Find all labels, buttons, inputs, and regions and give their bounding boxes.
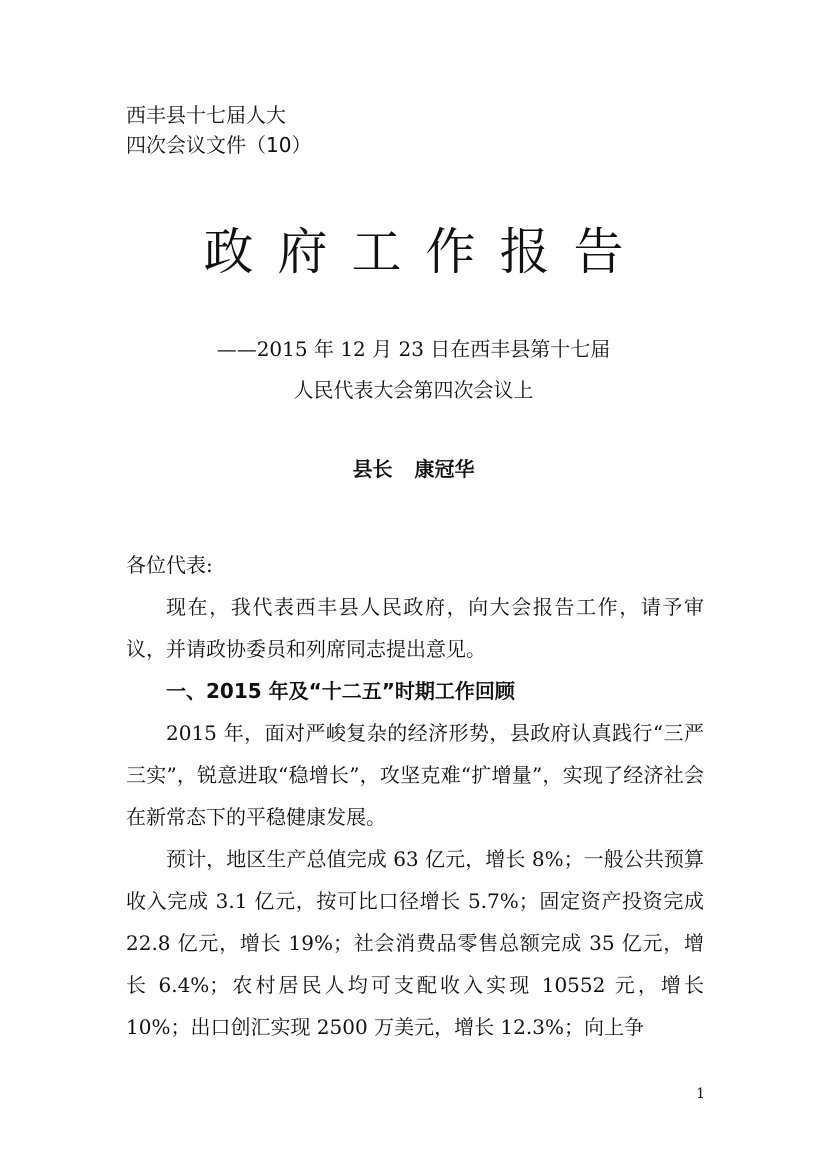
review-paragraph: 2015 年，面对严峻复杂的经济形势，县政府认真践行“三严三实”，锐意进取“稳增长”，攻坚克难“扩增量”，实现了经济社会在新常态下的平稳健康发展。 [126,721,704,829]
greeting: 各位代表: [126,553,213,577]
intro-paragraph: 现在，我代表西丰县人民政府，向大会报告工作，请予审议，并请政协委员和列席同志提出意见。 [126,595,704,661]
header-line-file-number: 四次会议文件（10） [126,133,312,157]
header-line-session: 西丰县十七届人大 [126,103,286,127]
speaker-role: 县长 [352,457,393,481]
speaker-name: 康冠华 [414,457,475,481]
subtitle-date-line: ——2015 年 12 月 23 日在西丰县第十七届 [216,337,611,361]
document-title: 政府工作报告 [203,223,648,281]
section-heading: 一、2015 年及“十二五”时期工作回顾 [166,679,515,703]
subtitle-venue-line: 人民代表大会第四次会议上 [293,378,534,402]
report-body [126,544,704,1048]
page-number: 1 [696,1086,705,1102]
speaker-line [0,455,827,483]
statistics-paragraph: 预计，地区生产总值完成 63 亿元，增长 8%；一般公共预算收入完成 3.1 亿元，按可比口径增长 5.7%；固定资产投资完成 22.8 亿元，增长 19%；社会消费品零售总额完成 35 亿元，增长 6.4%；农村居民人均可支配收入实现 10552 元，增长 10%；出口创汇实现 2500 万美元，增长 12.3%；向上争 [126,847,704,1039]
document-header [126,100,311,160]
